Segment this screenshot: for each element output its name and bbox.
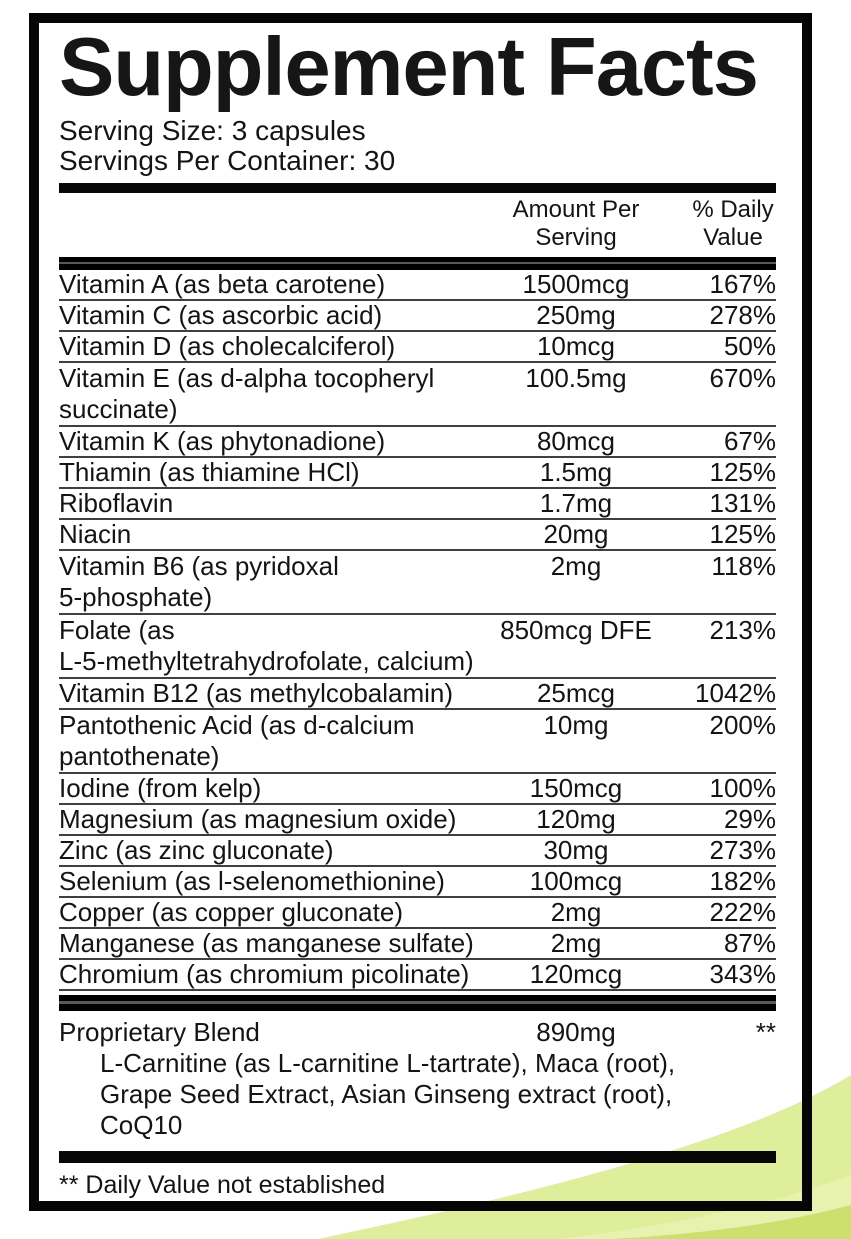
nutrient-name-line1: Vitamin D (as cholecalciferol) [59, 331, 396, 361]
nutrient-name [59, 710, 488, 772]
nutrient-amount: 2mg [550, 897, 602, 927]
nutrient-name-line1: Magnesium (as magnesium oxide) [59, 804, 457, 834]
nutrient-row [59, 960, 776, 991]
nutrient-amount: 120mg [536, 804, 616, 834]
nutrient-name-line1: Vitamin B12 (as methylcobalamin) [59, 678, 454, 708]
nutrient-amount: 30mg [543, 835, 609, 865]
nutrient-daily-value: 29% [723, 804, 776, 834]
nutrient-amount: 20mg [543, 519, 609, 549]
nutrient-row [59, 551, 776, 615]
nutrient-daily-value: 278% [709, 300, 776, 330]
nutrient-amount: 2mg [550, 551, 602, 581]
nutrient-row [59, 774, 776, 805]
nutrient-amount: 25mcg [536, 678, 616, 708]
facts-rows [59, 270, 776, 991]
nutrient-row [59, 332, 776, 363]
nutrient-name-line1: Riboflavin [59, 488, 174, 518]
nutrient-row [59, 929, 776, 960]
nutrient-name [59, 332, 488, 361]
nutrient-amount: 80mcg [536, 426, 616, 456]
nutrient-daily-value: 131% [709, 488, 776, 518]
divider-bar-top [59, 183, 776, 193]
amount-header-line1: Amount Per [512, 196, 640, 223]
facts-title: Supplement Facts [59, 20, 758, 113]
nutrient-daily-value: 50% [723, 331, 776, 361]
nutrient-amount: 850mcg DFE [500, 615, 652, 645]
nutrient-row [59, 836, 776, 867]
nutrient-row [59, 710, 776, 774]
header-spacer [59, 196, 488, 252]
nutrient-row [59, 489, 776, 520]
nutrient-name [59, 489, 488, 518]
nutrient-amount: 120mcg [529, 959, 623, 989]
nutrient-name [59, 836, 488, 865]
column-headers [59, 196, 776, 252]
nutrient-daily-value: 273% [709, 835, 776, 865]
nutrient-name [59, 270, 488, 299]
nutrient-name-line1: Vitamin C (as ascorbic acid) [59, 300, 383, 330]
nutrient-name-line1: Copper (as copper gluconate) [59, 897, 403, 927]
nutrient-daily-value: 670% [709, 363, 776, 393]
amount-per-serving-header [488, 196, 664, 252]
nutrient-amount: 250mg [536, 300, 616, 330]
daily-value-footnote: ** Daily Value not established [59, 1171, 386, 1199]
nutrient-name-line1: Vitamin E (as d-alpha tocopheryl [59, 363, 435, 393]
nutrient-daily-value: 182% [709, 866, 776, 896]
nutrient-name [59, 458, 488, 487]
nutrient-row [59, 520, 776, 551]
nutrient-name-line1: Vitamin A (as beta carotene) [59, 269, 386, 299]
blend-ingredient-line: CoQ10 [100, 1110, 183, 1140]
nutrient-name [59, 551, 488, 613]
nutrient-name-line1: Manganese (as manganese sulfate) [59, 928, 474, 958]
nutrient-name-line2: 5-phosphate) [59, 582, 213, 612]
nutrient-name-line1: Thiamin (as thiamine HCl) [59, 457, 360, 487]
nutrient-name-line1: Vitamin K (as phytonadione) [59, 426, 386, 456]
nutrient-amount: 10mcg [536, 331, 616, 361]
nutrient-name [59, 774, 488, 803]
nutrient-row [59, 679, 776, 710]
nutrient-daily-value: 167% [709, 269, 776, 299]
nutrient-name-line1: Selenium (as l-selenomethionine) [59, 866, 445, 896]
nutrient-name [59, 520, 488, 549]
nutrient-daily-value: 125% [709, 457, 776, 487]
nutrient-amount: 2mg [550, 928, 602, 958]
blend-ingredient-line: Grape Seed Extract, Asian Ginseng extract (root), [100, 1079, 673, 1109]
nutrient-daily-value: 118% [711, 551, 776, 581]
nutrient-name-line1: Vitamin B6 (as pyridoxal [59, 551, 339, 581]
nutrient-daily-value: 87% [723, 928, 776, 958]
nutrient-amount: 100mcg [529, 866, 623, 896]
nutrient-name-line1: Chromium (as chromium picolinate) [59, 959, 470, 989]
nutrient-daily-value: 213% [709, 615, 776, 645]
nutrient-row [59, 363, 776, 427]
nutrient-name [59, 929, 488, 958]
nutrient-name [59, 615, 488, 677]
servings-per-container-line: Servings Per Container: 30 [59, 145, 396, 176]
footnote-divider-bar [59, 1151, 776, 1163]
dv-header-line2: Value [703, 224, 763, 251]
nutrient-name [59, 960, 488, 989]
nutrient-name-line2: pantothenate) [59, 741, 220, 771]
proprietary-blend-daily-value: ** [755, 1017, 776, 1047]
nutrient-amount: 1500mcg [522, 269, 630, 299]
nutrient-row [59, 898, 776, 929]
dv-header-line1: % Daily [692, 196, 774, 223]
nutrient-name [59, 898, 488, 927]
proprietary-blend-name: Proprietary Blend [59, 1017, 260, 1047]
nutrient-amount: 100.5mg [525, 363, 627, 393]
nutrient-name-line1: Zinc (as zinc gluconate) [59, 835, 334, 865]
nutrient-name-line1: Folate (as [59, 615, 175, 645]
nutrient-amount: 1.5mg [539, 457, 613, 487]
nutrient-name-line2: succinate) [59, 394, 178, 424]
blend-divider-bar [59, 995, 776, 1011]
nutrient-row [59, 301, 776, 332]
nutrient-amount: 150mcg [529, 773, 623, 803]
amount-header-line2: Serving [535, 224, 617, 251]
nutrient-row [59, 867, 776, 898]
serving-size-line: Serving Size: 3 capsules [59, 115, 366, 146]
nutrient-amount: 10mg [543, 710, 609, 740]
serving-info [59, 116, 776, 176]
nutrient-name-line1: Iodine (from kelp) [59, 773, 262, 803]
nutrient-amount: 1.7mg [539, 488, 613, 518]
proprietary-blend-amount: 890mg [536, 1017, 616, 1047]
nutrient-name-line1: Pantothenic Acid (as d-calcium [59, 710, 415, 740]
nutrient-daily-value: 100% [709, 773, 776, 803]
nutrient-daily-value: 1042% [695, 678, 776, 708]
nutrient-daily-value: 67% [723, 426, 776, 456]
nutrient-name-line1: Niacin [59, 519, 132, 549]
nutrient-name [59, 363, 488, 425]
nutrient-daily-value: 222% [709, 897, 776, 927]
nutrient-row [59, 615, 776, 679]
nutrient-name-line2: L-5-methyltetrahydrofolate, calcium) [59, 646, 474, 676]
nutrient-name [59, 679, 488, 708]
nutrient-daily-value: 343% [709, 959, 776, 989]
nutrient-row [59, 458, 776, 489]
blend-ingredient-line: L-Carnitine (as L-carnitine L-tartrate), Maca (root), [100, 1048, 676, 1078]
nutrient-row [59, 805, 776, 836]
proprietary-blend-row [59, 1017, 776, 1048]
nutrient-name [59, 867, 488, 896]
facts-panel [29, 13, 812, 1211]
nutrient-name [59, 805, 488, 834]
nutrient-row [59, 270, 776, 301]
nutrient-row [59, 427, 776, 458]
blend-ingredients [100, 1048, 776, 1141]
daily-value-header [664, 196, 776, 252]
nutrient-daily-value: 200% [709, 710, 776, 740]
nutrient-name [59, 301, 488, 330]
nutrient-daily-value: 125% [709, 519, 776, 549]
nutrient-name [59, 427, 488, 456]
